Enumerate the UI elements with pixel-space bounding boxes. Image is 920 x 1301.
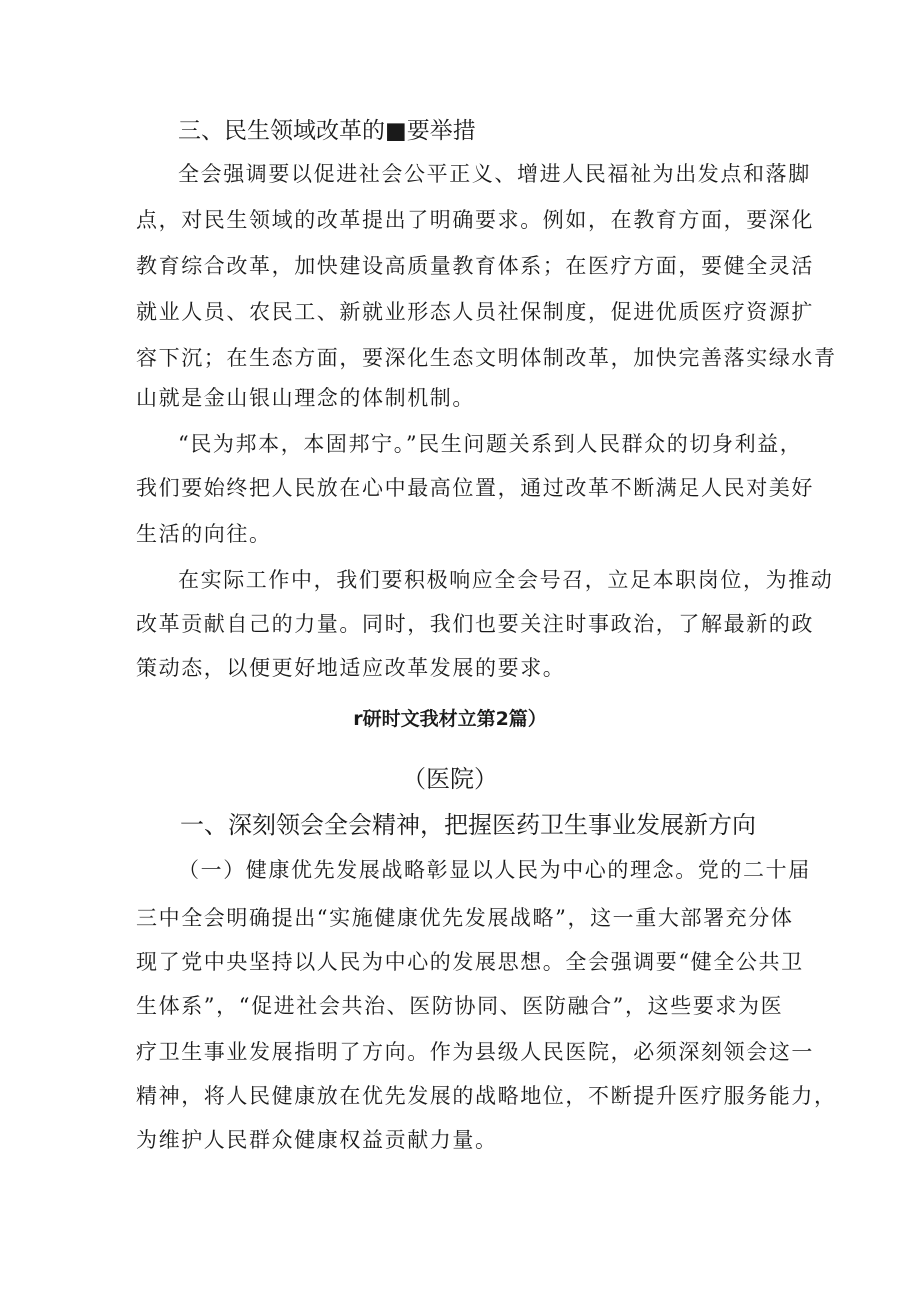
paragraph-line: 山就是金山银山理念的体制机制。 (136, 386, 475, 410)
paragraph-line: “民为邦本，本固邦宁。”民生问题关系到人民群众的切身利益， (178, 432, 803, 456)
paragraph-line: 疗卫生事业发展指明了方向。作为县级人民医院，必须深刻领会这一 (136, 1040, 814, 1064)
paragraph-line: 容下沉；在生态方面，要深化生态文明体制改革，加快完善落实绿水青 (136, 346, 837, 370)
paragraph-line: 现了党中央坚持以人民为中心的发展思想。全会强调要“健全公共卫 (136, 950, 804, 974)
paragraph-line: 我们要始终把人民放在心中最高位置，通过改革不断满足人民对美好 (136, 476, 814, 500)
paragraph-line: 教育综合改革，加快建设高质量教育体系；在医疗方面，要健全灵活 (136, 254, 814, 278)
paragraph-line: （一）健康优先发展战略彰显以人民为中心的理念。党的二十届 (178, 858, 811, 882)
paragraph-line: 策动态，以便更好地适应改革发展的要求。 (136, 656, 566, 680)
paragraph-line: 就业人员、农民工、新就业形态人员社保制度，促进优质医疗资源扩 (136, 300, 814, 324)
paragraph-line: 生体系”，“促进社会共治、医防协同、医防融合”，这些要求为医 (136, 994, 784, 1018)
section-heading: 三、民生领域改革的■要举措 (178, 118, 476, 144)
paragraph-line: 全会强调要以促进社会公平正义、增进人民福祉为出发点和落脚 (178, 162, 811, 186)
paragraph-line: 为维护人民群众健康权益贡献力量。 (136, 1128, 498, 1152)
paragraph-line: 精神，将人民健康放在优先发展的战略地位，不断提升医疗服务能力， (136, 1084, 837, 1108)
paragraph-line: 生活的向往。 (136, 522, 272, 546)
article-subtitle: （医院） (402, 765, 498, 793)
article-marker: r研时文我材立第2篇） (353, 708, 547, 730)
article-heading: 一、深刻领会全会精神，把握医药卫生事业发展新方向 (180, 811, 756, 839)
paragraph-line: 点，对民生领域的改革提出了明确要求。例如，在教育方面，要深化 (136, 208, 814, 232)
paragraph-line: 三中全会明确提出“实施健康优先发展战略”，这一重大部署充分体 (136, 906, 794, 930)
paragraph-line: 改革贡献自己的力量。同时，我们也要关注时事政治，了解最新的政 (136, 612, 814, 636)
paragraph-line: 在实际工作中，我们要积极响应全会号召，立足本职岗位，为推动 (178, 568, 834, 592)
